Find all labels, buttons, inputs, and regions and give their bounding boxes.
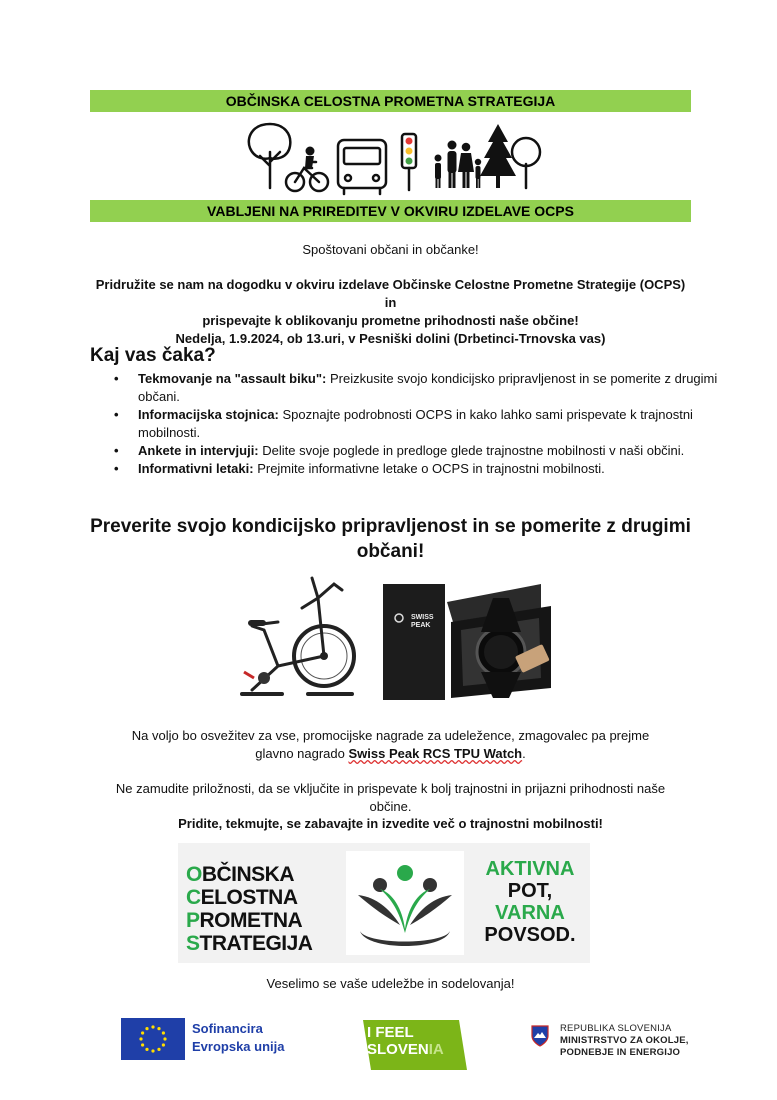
challenge-heading-line-2: občani!	[356, 541, 425, 562]
pine-tree-icon	[480, 124, 516, 188]
traffic-lights	[406, 138, 413, 165]
slogan-line: VARNA	[495, 902, 565, 924]
event-date-line: Nedelja, 1.9.2024, ob 13.uri, v Pesniški dolini (Drbetinci-Trnovska vas)	[175, 331, 606, 346]
ocps-initial: O	[186, 863, 202, 886]
challenge-heading-line-1: Preverite svojo kondicijsko pripravljenost in se pomerite z drugimi	[90, 516, 691, 537]
watch-product-image	[381, 578, 558, 706]
ocps-word	[186, 886, 312, 909]
watch-brand-line-1: SWISS	[411, 614, 434, 621]
ocps-word-rest: ROMETNA	[199, 909, 303, 932]
family-icon	[435, 141, 482, 189]
eu-stars-icon	[121, 1018, 185, 1060]
ocps-word-rest: ELOSTNA	[200, 886, 298, 909]
ocps-word	[186, 863, 312, 886]
ocps-initial: P	[186, 909, 200, 932]
call-line-1: Ne zamudite priložnosti, da se vključite in prispevate k bolj trajnostni in prijazni prihodnosti naše	[115, 781, 666, 796]
slogan-line: POVSOD.	[484, 924, 576, 946]
people-logo-icon	[346, 851, 464, 955]
slogan-line: AKTIVNA	[485, 858, 575, 880]
tree-icon	[249, 124, 290, 188]
eu-cofunding-text	[192, 1020, 284, 1056]
prizes-line-2-suffix: .	[522, 746, 526, 761]
invitation-line-1: Pridružite se nam na dogodku v okviru izdelave Občinske Celostne Prometne Strategije (OCPS) in	[95, 277, 686, 310]
ministry-line-3: PODNEBJE IN ENERGIJO	[560, 1047, 681, 1058]
eu-line-1: Sofinancira	[192, 1021, 263, 1036]
closing-line: Veselimo se vaše udeležbe in sodelovanja!	[266, 976, 515, 991]
agenda-item-label: Tekmovanje na "assault biku":	[138, 371, 327, 386]
main-prize-name: Swiss Peak RCS TPU Watch	[348, 746, 523, 761]
ocps-wordmark	[186, 863, 312, 955]
eu-flag-logo	[121, 1018, 185, 1060]
eu-line-2: Evropska unija	[192, 1039, 285, 1054]
ocps-word-rest: BČINSKA	[201, 863, 295, 886]
agenda-item-text: Prejmite informativne letake o OCPS in trajnostni mobilnosti.	[253, 461, 605, 476]
ocps-word	[186, 909, 312, 932]
prizes-paragraph	[90, 727, 691, 763]
ocps-initial: C	[186, 886, 201, 909]
call-paragraph	[90, 780, 691, 816]
i-feel-ia-part: IA	[428, 1041, 444, 1058]
i-feel-slovenia-logo	[363, 1020, 467, 1070]
ministry-line-2: MINISTRSTVO ZA OKOLJE,	[560, 1035, 689, 1046]
greeting: Spoštovani občani in občanke!	[302, 242, 479, 257]
i-feel-slovenia-part: SLOVEN	[367, 1041, 429, 1058]
agenda-item-label: Informacijska stojnica:	[138, 407, 279, 422]
ocps-word-rest: TRATEGIJA	[199, 932, 313, 955]
invitation-block	[90, 276, 691, 348]
ministry-line-1: REPUBLIKA SLOVENIJA	[560, 1023, 672, 1034]
slogan	[470, 858, 590, 946]
prizes-line-2	[90, 745, 691, 763]
agenda-item-label: Informativni letaki:	[138, 461, 254, 476]
prizes-line-1: Na voljo bo osvežitev za vse, promocijske nagrade za udeležence, zmagovalec pa prejme	[131, 728, 650, 743]
slogan-line: POT,	[507, 880, 553, 902]
watch-brand-label	[411, 614, 434, 630]
ocps-word	[186, 932, 312, 955]
agenda-item	[138, 370, 748, 406]
agenda-list	[90, 370, 748, 478]
call-to-action: Pridite, tekmujte, se zabavajte in izvedite več o trajnostni mobilnosti!	[178, 816, 603, 831]
cyclist-figure	[305, 147, 315, 169]
ministry-text	[560, 1023, 689, 1059]
watch-box-graphic	[381, 578, 558, 706]
ocps-banner	[178, 843, 590, 963]
subtitle-band: VABLJENI NA PRIREDITEV V OKVIRU IZDELAVE OCPS	[90, 200, 691, 222]
agenda-item	[138, 442, 748, 460]
prizes-line-2-prefix: glavno nagrado	[255, 746, 349, 761]
ocps-initial: S	[186, 932, 200, 955]
invitation-line-2: prispevajte k oblikovanju prometne prihodnosti naše občine!	[202, 313, 579, 328]
tree-icon-2	[512, 138, 540, 188]
agenda-item	[138, 406, 748, 442]
bus-icon	[338, 140, 386, 194]
assault-bike-image	[222, 568, 372, 708]
i-feel-line-1: I FEEL	[367, 1024, 414, 1041]
i-feel-line-2	[367, 1041, 444, 1058]
agenda-item-text: Delite svoje poglede in predloge glede trajnostne mobilnosti v naši občini.	[258, 443, 685, 458]
agenda-item-label: Ankete in intervjuji:	[138, 443, 259, 458]
agenda-item	[138, 460, 748, 478]
slovenia-coat-of-arms-icon	[530, 1024, 550, 1048]
mobility-icons	[240, 118, 550, 198]
watch-brand-line-2: PEAK	[411, 622, 431, 629]
title-band: OBČINSKA CELOSTNA PROMETNA STRATEGIJA	[90, 90, 691, 112]
agenda-item-text: Preizkusite svojo kondicijsko pripravljenost in se pomerite z drugimi občani.	[138, 371, 718, 404]
agenda-heading: Kaj vas čaka?	[90, 345, 216, 366]
i-feel-text	[367, 1024, 444, 1058]
challenge-heading	[90, 514, 691, 564]
agenda-item-text: Spoznajte podrobnosti OCPS in kako lahko sami prispevate k trajnostni mobilnosti.	[138, 407, 693, 440]
call-line-2: občine.	[369, 799, 412, 814]
